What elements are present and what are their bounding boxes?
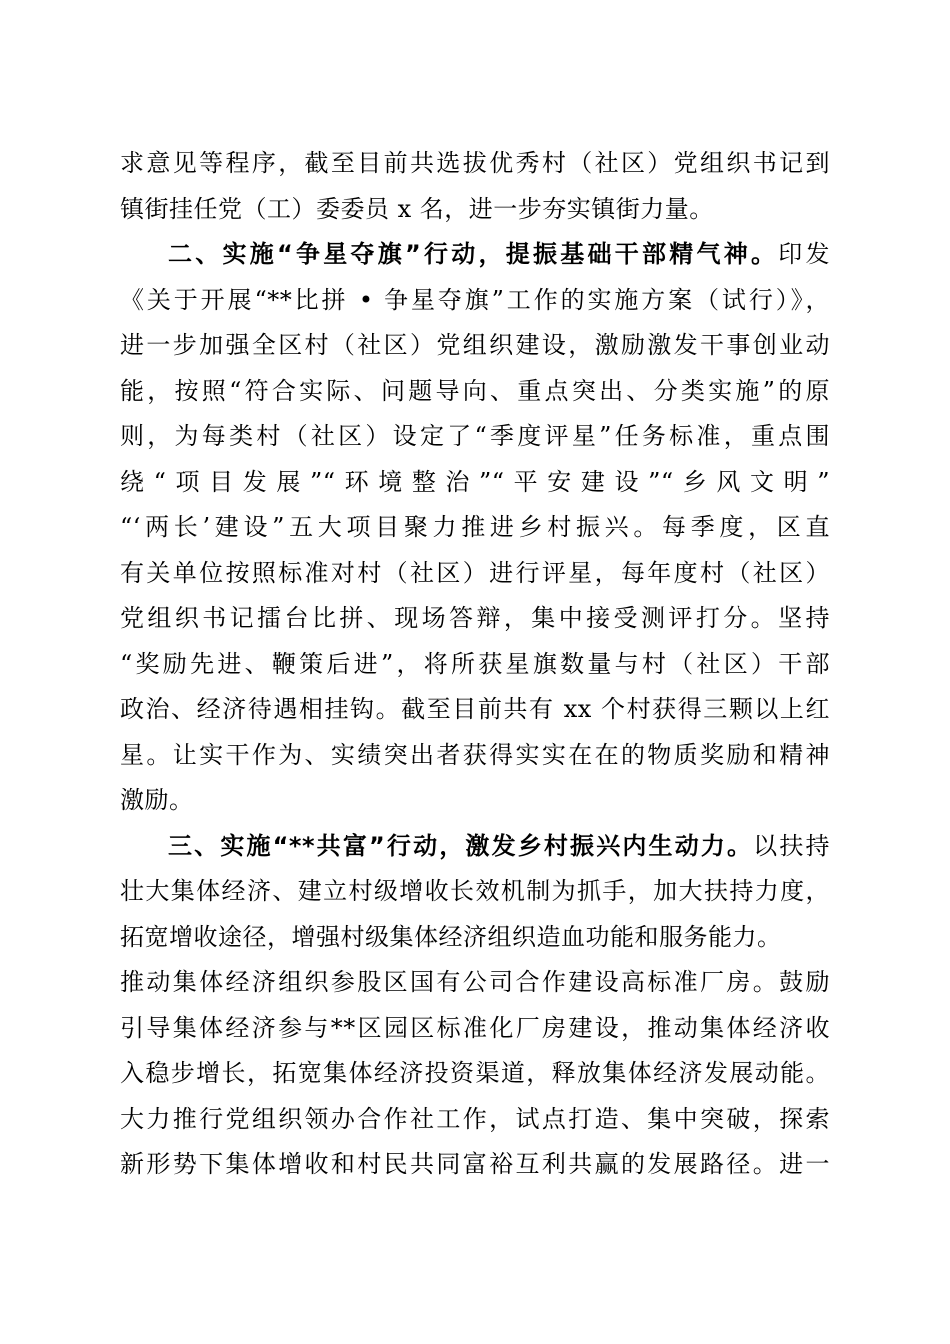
section-heading-3: 三、实施“**共富”行动，激发乡村振兴内生动力。 xyxy=(168,831,754,860)
text-line: 进一步加强全区村（社区）党组织建设，激励激发干事创业动 xyxy=(120,331,830,359)
text-line: 《关于开展“**比拼 • 争星夺旗”工作的实施方案（试行）》， xyxy=(120,285,830,314)
text-line: 新形势下集体增收和村民共同富裕互利共赢的发展路径。进一 xyxy=(120,1150,830,1178)
text-line: 推动集体经济组织参股区国有公司合作建设高标准厂房。鼓励 xyxy=(120,968,830,996)
text-line: 政治、经济待遇相挂钩。截至目前共有 xx 个村获得三颗以上红 xyxy=(120,695,830,723)
text-line: 激励。 xyxy=(120,786,194,814)
text-line: 能，按照“符合实际、问题导向、重点突出、分类实施”的原 xyxy=(120,376,830,405)
text-line: 拓宽增收途径，增强村级集体经济组织造血功能和服务能力。 xyxy=(120,922,782,951)
text-line: “奖励先进、鞭策后进”，将所获星旗数量与村（社区）干部 xyxy=(120,649,830,678)
text-line: 入稳步增长，拓宽集体经济投资渠道，释放集体经济发展动能。 xyxy=(120,1059,830,1087)
text-line: 求意见等程序，截至目前共选拔优秀村（社区）党组织书记到 xyxy=(120,149,830,177)
text-line: “‘两长’建设”五大项目聚力推进乡村振兴。每季度，区直 xyxy=(120,513,830,541)
section-heading-line xyxy=(120,232,830,278)
text-line: 则，为每类村（社区）设定了“季度评星”任务标准，重点围 xyxy=(120,422,830,450)
document-body xyxy=(120,141,830,1188)
text-line: 绕“项目发展”“环境整治”“平安建设”“乡风文明” xyxy=(120,467,830,496)
section-heading-line xyxy=(120,824,830,870)
text-fragment: 印发 xyxy=(778,240,831,268)
text-line: 星。让实干作为、实绩突出者获得实实在在的物质奖励和精神 xyxy=(120,740,830,769)
section-heading-2: 二、实施“争星夺旗”行动，提振基础干部精气神。 xyxy=(168,240,779,268)
text-line: 党组织书记擂台比拼、现场答辩，集中接受测评打分。坚持 xyxy=(120,604,830,632)
text-line: 大力推行党组织领办合作社工作，试点打造、集中突破，探索 xyxy=(120,1104,830,1133)
text-line: 有关单位按照标准对村（社区）进行评星，每年度村（社区） xyxy=(120,558,830,587)
text-line: 壮大集体经济、建立村级增收长效机制为抓手，加大扶持力度， xyxy=(120,877,830,905)
text-fragment: 以扶持 xyxy=(753,831,830,860)
text-line: 镇街挂任党（工）委委员 x 名，进一步夯实镇街力量。 xyxy=(120,194,714,223)
text-line: 引导集体经济参与**区园区标准化厂房建设，推动集体经济收 xyxy=(120,1013,830,1042)
